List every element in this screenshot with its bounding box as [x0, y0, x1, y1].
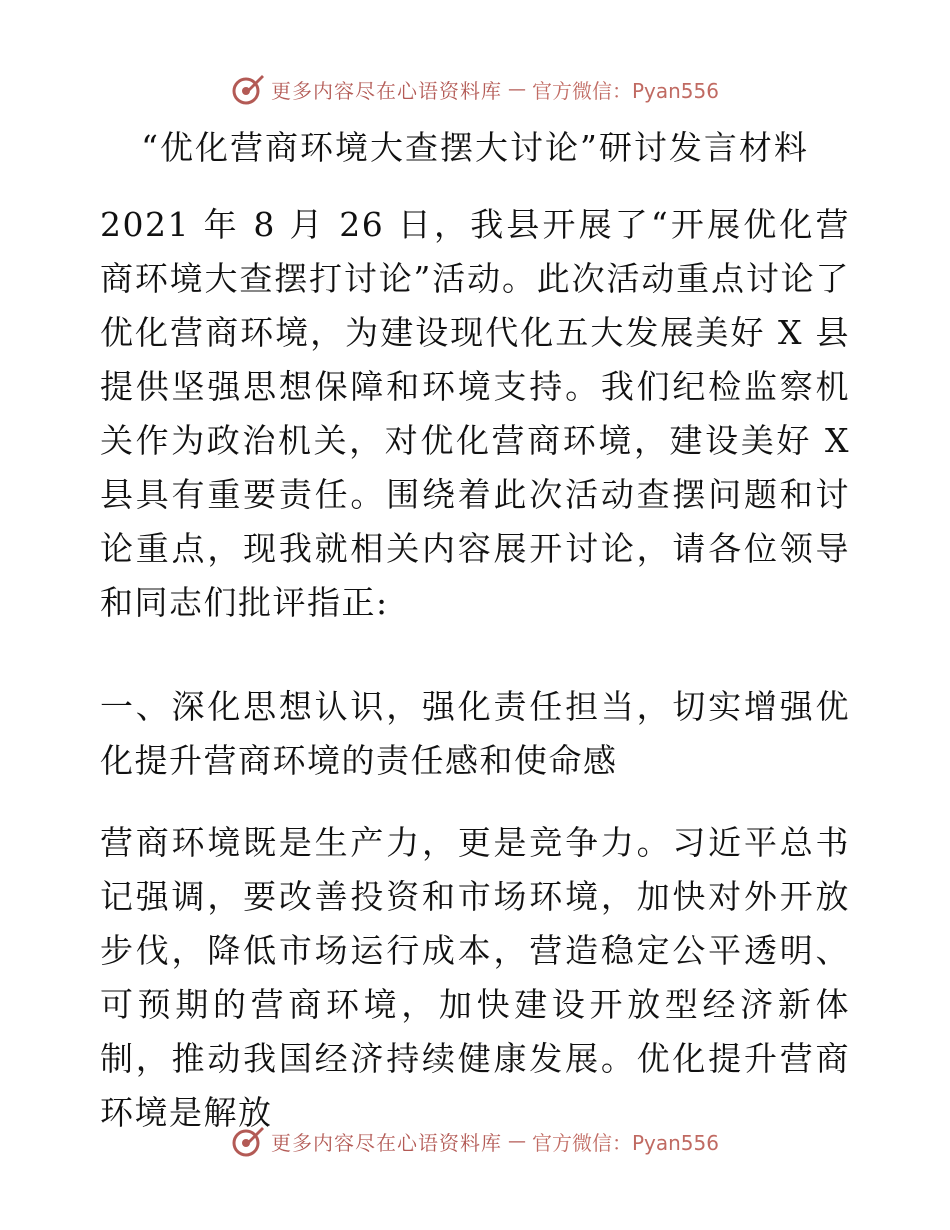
watermark-contact: 官方微信：Pyan556 — [531, 1130, 719, 1155]
watermark-separator: — — [507, 78, 526, 100]
watermark-text: 更多内容尽在心语资料库 — [270, 78, 502, 103]
watermark-text: 更多内容尽在心语资料库 — [270, 1130, 502, 1155]
watermark-footer — [0, 1124, 950, 1158]
paragraph-intro: 2021 年 8 月 26 日，我县开展了“开展优化营商环境大查摆打讨论”活动。此次活动重点讨论了优化营商环境，为建设现代化五大发展美好 X 县提供坚强思想保障和环境支持。我们纪检监察机关作为政治机关，对优化营商环境，建设美好 X 县具有重要责任。围绕着此次活动查摆问题和讨论重点，现我就相关内容展开讨论，请各位领导和同志们批评指正: — [100, 205, 850, 622]
pen-logo-icon — [231, 72, 265, 106]
watermark-header — [0, 72, 950, 106]
document-title: “优化营商环境大查摆大讨论”研讨发言材料 — [141, 128, 809, 167]
watermark-contact: 官方微信：Pyan556 — [531, 78, 719, 103]
section-heading-1: 一、深化思想认识，强化责任担当，切实增强优化提升营商环境的责任感和使命感 — [100, 687, 850, 780]
paragraph-section-1: 营商环境既是生产力，更是竞争力。习近平总书记强调，要改善投资和市场环境，加快对外开放步伐，降低市场运行成本，营造稳定公平透明、可预期的营商环境，加快建设开放型经济新体制，推动我国经济持续健康发展。优化提升营商环境是解放 — [100, 823, 850, 1132]
watermark-separator: — — [507, 1130, 526, 1152]
pen-logo-icon — [231, 1124, 265, 1158]
